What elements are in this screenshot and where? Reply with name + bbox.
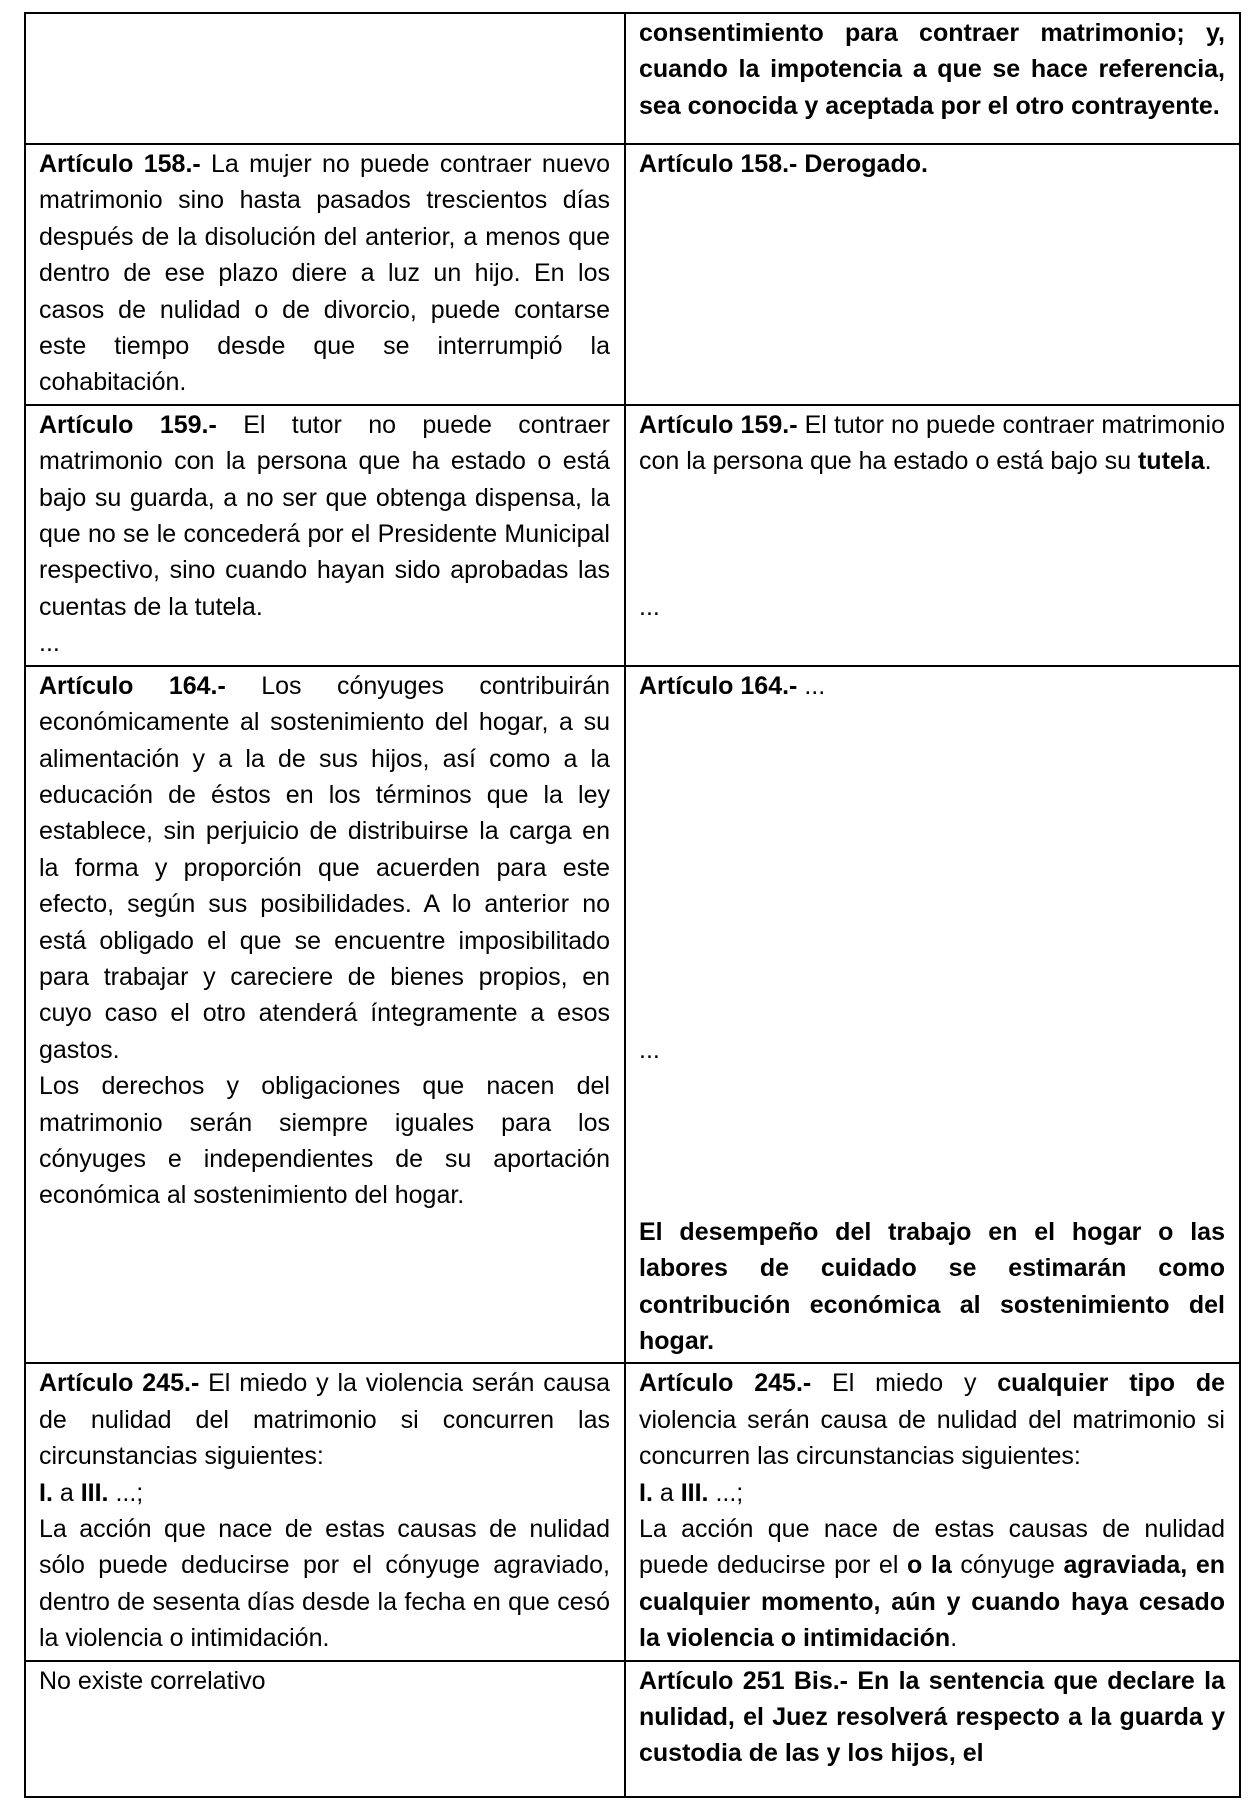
current-text-cell <box>25 144 625 405</box>
bold-text: III. <box>680 1478 709 1507</box>
current-text-cell <box>25 405 625 666</box>
proposed-text-cell <box>625 1661 1240 1797</box>
bold-text: El desempeño del trabajo en el hogar o las labores de cuidado se estimarán como contribución económica al sostenimiento del hogar. <box>639 1217 1225 1355</box>
body-text: El miedo y la violencia serán causa de nulidad del matrimonio si concurren las circunstancias siguientes: <box>39 1369 610 1471</box>
body-text: . <box>950 1624 958 1653</box>
comparison-table <box>24 12 1241 1798</box>
bold-text: consentimiento para contraer matrimonio; y, cuando la impotencia a que se hace referencia, sea conocida y aceptada por el otro contrayente. <box>639 19 1225 120</box>
body-text: . <box>1204 447 1212 476</box>
current-text-cell <box>25 13 625 144</box>
table-row <box>25 1661 1240 1797</box>
body-text: a <box>652 1478 681 1507</box>
current-text-cell <box>25 1661 625 1797</box>
body-text: Los cónyuges contribuirán económicamente al sostenimiento del hogar, a su alimentación y a la de sus hijos, así como a la educación de éstos en los términos que la ley establece, sin perjuicio de distribuirse la carga en la forma y proporción que acuerden para este efecto, según sus posibilidades. A lo anterior no está obligado el que se encuentre imposibilitado para trabajar y careciere de bienes propios, en cuyo caso el otro atenderá íntegramente a esos gastos. <box>39 671 611 1064</box>
table-row <box>25 1363 1240 1660</box>
body-text: ...; <box>108 1478 144 1507</box>
bold-text: cualquier tipo de <box>997 1369 1225 1398</box>
table-row <box>25 405 1240 666</box>
body-text: La acción que nace de estas causas de nulidad sólo puede deducirse por el cónyuge agraviado, dentro de sesenta días desde la fecha en que cesó la violencia o intimidación. <box>39 1515 610 1653</box>
current-text-cell <box>25 666 625 1364</box>
bold-text: Artículo 159.- <box>639 410 798 439</box>
body-text: ... <box>639 1035 660 1064</box>
body-text: No existe correlativo <box>39 1666 266 1695</box>
bold-text: Artículo 164.- <box>39 671 226 700</box>
body-text: a <box>52 1478 81 1507</box>
table-row <box>25 666 1240 1364</box>
proposed-text-cell <box>625 144 1240 405</box>
bold-text: I. <box>39 1478 53 1507</box>
body-text: violencia serán causa de nulidad del matrimonio si concurren las circunstancias siguientes: <box>639 1405 1225 1471</box>
table-row <box>25 13 1240 144</box>
bold-text: Artículo 159.- <box>39 410 217 439</box>
bold-text: Artículo 245.- <box>39 1369 200 1398</box>
bold-text: Artículo 158.- <box>39 150 201 178</box>
current-text-cell <box>25 1363 625 1660</box>
body-text: El miedo y <box>811 1369 998 1398</box>
body-text: La acción que nace de estas causas de nulidad puede deducirse por el <box>639 1515 1225 1580</box>
body-text: El tutor no puede contraer matrimonio con la persona que ha estado o está bajo su <box>639 410 1225 476</box>
bold-text: tutela <box>1137 447 1205 476</box>
bold-text: Artículo 251 Bis.- En la sentencia que declare la nulidad, el Juez resolverá respecto a la guarda y custodia de las y los hijos, el <box>639 1666 1225 1768</box>
bold-text: I. <box>639 1478 653 1507</box>
body-text: Los derechos y obligaciones que nacen del matrimonio serán siempre iguales para los cónyuges e independientes de su aportación económica al sostenimiento del hogar. <box>39 1072 610 1210</box>
proposed-text-cell <box>625 13 1240 144</box>
proposed-text-cell <box>625 666 1240 1364</box>
bold-text: o la <box>907 1551 952 1580</box>
body-text: ...; <box>708 1478 744 1507</box>
body-text: ... <box>797 671 826 700</box>
body-text: cónyuge <box>951 1551 1064 1580</box>
proposed-text-cell <box>625 405 1240 666</box>
comparison-table-body <box>25 13 1240 1797</box>
body-text: ... <box>639 592 660 621</box>
proposed-text-cell <box>625 1363 1240 1660</box>
bold-text: Artículo 245.- <box>639 1369 812 1398</box>
table-row <box>25 144 1240 405</box>
bold-text: Artículo 158.- Derogado. <box>639 150 928 178</box>
body-text: ... <box>39 629 60 658</box>
bold-text: III. <box>80 1478 109 1507</box>
body-text: El tutor no puede contraer matrimonio con la persona que ha estado o está bajo su guarda, a no ser que obtenga dispensa, la que no se le concederá por el Presidente Municipal respectivo, sino cuando hayan sido aprobadas las cuentas de la tutela. <box>39 410 610 621</box>
bold-text: Artículo 164.- <box>639 671 798 700</box>
bold-text: agraviada, en cualquier momento, aún y cuando haya cesado la violencia o intimidación <box>639 1551 1225 1653</box>
body-text: La mujer no puede contraer nuevo matrimonio sino hasta pasados trescientos días después de la disolución del anterior, a menos que dentro de ese plazo diere a luz un hijo. En los casos de nulidad o de divorcio, puede contarse este tiempo desde que se interrumpió la cohabitación. <box>39 150 610 397</box>
